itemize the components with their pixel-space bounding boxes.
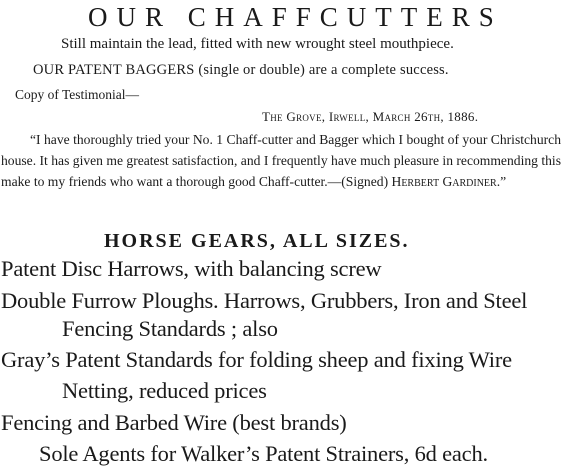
product-line: Sole Agents for Walker’s Patent Strainers, 6d each. xyxy=(39,441,488,466)
testimonial-label: Copy of Testimonial— xyxy=(15,87,140,102)
product-line: Double Furrow Ploughs. Harrows, Grubbers, Iron and Steel xyxy=(1,288,528,313)
product-line: Fencing Standards ; also xyxy=(62,316,278,341)
testimonial-dateline: The Grove, Irwell, March 26th, 1886. xyxy=(262,109,479,124)
subtitle-line-2: OUR PATENT BAGGERS (single or double) are a complete success. xyxy=(33,62,449,78)
product-line: Patent Disc Harrows, with balancing screw xyxy=(1,256,382,281)
product-line: Fencing and Barbed Wire (best brands) xyxy=(1,410,347,435)
subtitle-line-1: Still maintain the lead, fitted with new wrought steel mouthpiece. xyxy=(61,36,454,52)
product-line: Netting, reduced prices xyxy=(62,378,267,403)
product-line: Gray’s Patent Standards for folding sheep and fixing Wire xyxy=(1,347,512,372)
section-heading: HORSE GEARS, ALL SIZES. xyxy=(104,230,410,252)
testimonial-text xyxy=(1,129,561,192)
ad-title: OUR CHAFFCUTTERS xyxy=(88,2,503,32)
testimonial-signature: Herbert Gardiner.” xyxy=(391,174,507,189)
testimonial-body: “I have thoroughly tried your No. 1 Chaff-cutter and Bagger which I bought of your Christchurch house. It has given me greatest satisfaction, and I frequently have much pleasure in recommending this make to my friends who want a thorough good Chaff-cutter.—(Signed) xyxy=(1,132,561,189)
